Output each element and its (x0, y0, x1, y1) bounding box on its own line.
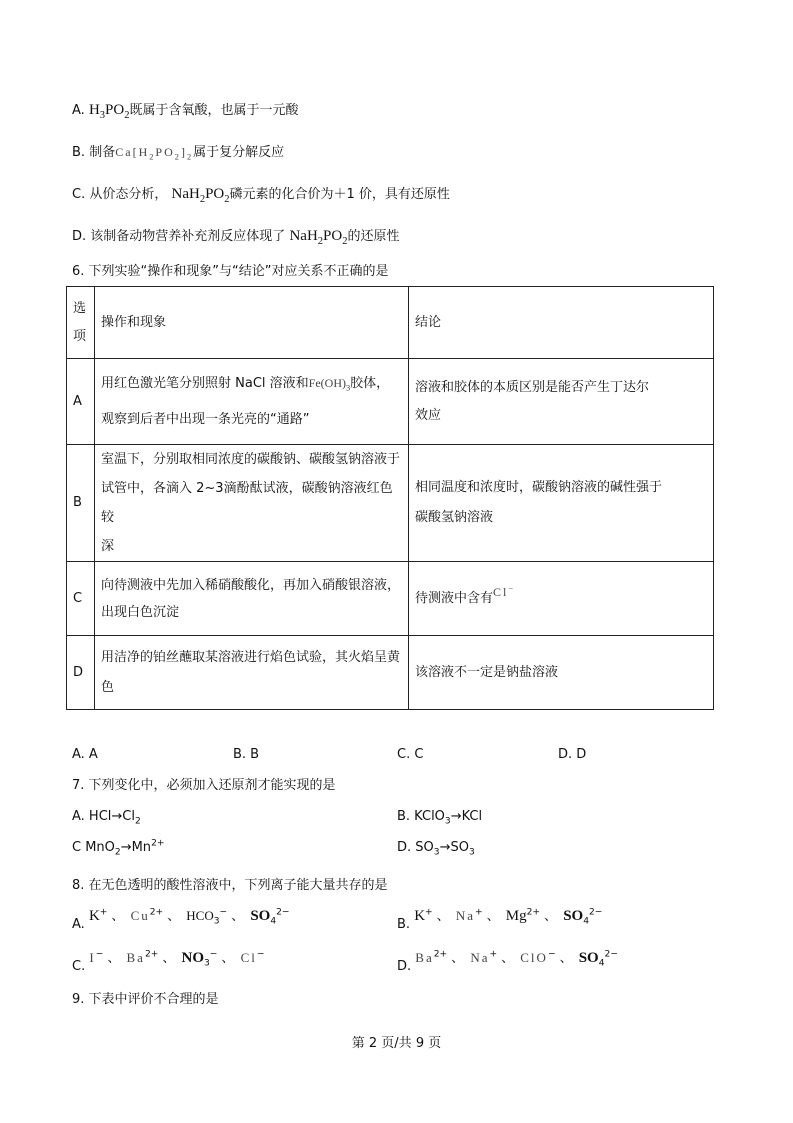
row-conclusion: 待测液中含有Cl− (409, 562, 714, 636)
header-operation: 操作和现象 (95, 287, 409, 359)
row-option: B (67, 445, 95, 562)
q8-option-a: A. K+ 、 $Cu^{2+}$ 、 $HCO_3^-$ 、 $SO_4^{2-}$ (72, 907, 290, 932)
q6-choice-b: B. B (233, 747, 260, 762)
q7-option-c: C $MnO_2\to Mn^{2+}$ (72, 838, 165, 858)
q9-title: 9. 下表中评价不合理的是 (72, 992, 219, 1007)
formula-nah2po2: $NaH_2PO_2$ (289, 228, 348, 247)
q6-title: 6. 下列实验“操作和现象”与“结论”对应关系不正确的是 (72, 264, 389, 279)
q5-option-a: A. $H_3PO_2$既属于含氧酸，也属于一元酸 (72, 102, 299, 121)
q6-table (66, 286, 714, 710)
header-option: 选 项 (67, 287, 95, 359)
q7-option-d: D. $SO_3\to SO_3$ (397, 840, 475, 858)
row-conclusion: 溶液和胶体的本质区别是能否产生丁达尔 效应 (409, 359, 714, 445)
row-operation: 用洁净的铂丝蘸取某溶液进行焰色试验，其火焰呈黄 色 (95, 636, 409, 710)
page-footer: 第 2 页/共 9 页 (351, 1036, 442, 1051)
ion-ba: $Ba^{2+}$ (415, 949, 448, 965)
ion-no3: $NO_3^-$ (181, 949, 218, 969)
q5-option-b: B. 制备$Ca[H_2PO_2]_2$属于复分解反应 (72, 145, 285, 162)
q7-option-a: A. $HCl\to Cl_2$ (72, 809, 141, 827)
table-row (67, 359, 714, 445)
q8-option-b: B. K+ 、 Na+ 、 $Mg^{2+}$ 、 $SO_4^{2-}$ (397, 907, 603, 932)
ion-k: K+ (414, 907, 433, 924)
ion-k: K+ (88, 907, 108, 924)
table-row (67, 562, 714, 636)
ion-cu: $Cu^{2+}$ (130, 907, 164, 923)
q6-choice-a: A. A (72, 747, 98, 762)
q8-title: 8. 在无色透明的酸性溶液中，下列离子能大量共存的是 (72, 878, 388, 893)
q7-option-b: B. KClO$_3$→KCl (397, 809, 483, 827)
header-conclusion: 结论 (409, 287, 714, 359)
q8-option-d: D. $Ba^{2+}$ 、 Na+ 、 ClO− 、 $SO_4^{2-}$ (397, 949, 618, 974)
ion-i: I− (89, 949, 104, 965)
q5-option-c: C. 从价态分析， $NaH_2PO_2$磷元素的化合价为＋1 价，具有还原性 (72, 186, 450, 205)
ion-so4: $SO_4^{2-}$ (250, 907, 290, 927)
table-row (67, 445, 714, 562)
row-option: A (67, 359, 95, 445)
row-option: D (67, 636, 95, 710)
ion-mg: $Mg^{2+}$ (505, 907, 541, 924)
ion-so4: $SO_4^{2-}$ (578, 949, 618, 969)
ion-na: Na+ (455, 907, 483, 923)
ion-clo: ClO− (520, 949, 556, 965)
row-conclusion: 该溶液不一定是钠盐溶液 (409, 636, 714, 710)
formula-nah2po2: $NaH_2PO_2$ (171, 186, 230, 205)
ion-hco3: $HCO_3^-$ (186, 907, 228, 927)
row-operation: 向待测液中先加入稀硝酸酸化，再加入硝酸银溶液， 出现白色沉淀 (95, 562, 409, 636)
q6-choice-c: C. C (397, 747, 424, 762)
q5-option-d: D. 该制备动物营养补充剂反应体现了 $NaH_2PO_2$的还原性 (72, 228, 400, 247)
formula-ca-h2po2-2: $Ca[H_2PO_2]_2$ (115, 145, 194, 162)
table-row (67, 636, 714, 710)
formula-h3po2: $H_3PO_2$ (88, 102, 130, 121)
row-option: C (67, 562, 95, 636)
ion-ba: $Ba^{2+}$ (126, 949, 159, 965)
table-header-row (67, 287, 714, 359)
row-conclusion: 相同温度和浓度时，碳酸钠溶液的碱性强于 碳酸氢钠溶液 (409, 445, 714, 562)
row-operation: 用红色激光笔分别照射 NaCl 溶液和$Fe(OH)_3$胶体， 观察到后者中出现一条光亮的“通路” (95, 359, 409, 445)
row-operation: 室温下，分别取相同浓度的碳酸钠、碳酸氢钠溶液于 试管中，各滴入 2~3滴酚酞试液，碳酸钠溶液红色较 深 (95, 445, 409, 562)
ion-cl: Cl− (240, 949, 265, 965)
q6-choice-d: D. D (558, 747, 587, 762)
ion-na: Na+ (470, 949, 498, 965)
q7-title: 7. 下列变化中，必须加入还原剂才能实现的是 (72, 778, 336, 793)
q8-option-c: C. I− 、 $Ba^{2+}$ 、 $NO_3^-$ 、 Cl− (72, 949, 265, 974)
ion-so4: $SO_4^{2-}$ (563, 907, 603, 927)
